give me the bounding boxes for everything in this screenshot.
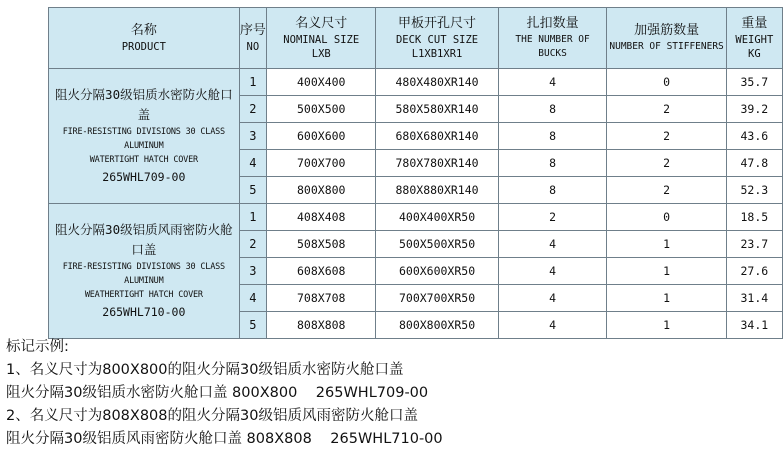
bucks-cell: 4: [498, 312, 607, 339]
product-name: FIRE-RESISTING DIVISIONS 30 CLASS ALUMINUM: [62, 262, 225, 286]
weight-cell: 39.2: [726, 96, 782, 123]
example-title: 标记示例:: [6, 339, 69, 355]
row-number: 2: [239, 231, 266, 258]
product-name-cell: [49, 204, 240, 339]
nominal-size-cell: 808X808: [267, 312, 376, 339]
weight-cell: 23.7: [726, 231, 782, 258]
bucks-cell: 4: [498, 285, 607, 312]
nominal-size-cell: 600X600: [267, 123, 376, 150]
weight-cell: 52.3: [726, 177, 782, 204]
weight-cell: 31.4: [726, 285, 782, 312]
weight-cell: 43.6: [726, 123, 782, 150]
deck-cut-cell: 500X500XR50: [376, 231, 498, 258]
bucks-cell: 8: [498, 177, 607, 204]
row-number: 4: [239, 150, 266, 177]
bucks-cell: 8: [498, 96, 607, 123]
product-name: WATERTIGHT HATCH COVER: [89, 155, 198, 165]
product-name: 阻火分隔30级铝质风雨密防火舱口盖: [55, 222, 233, 257]
product-code: 265WHL710-00: [102, 305, 186, 319]
product-name: FIRE-RESISTING DIVISIONS 30 CLASS ALUMINUM: [62, 127, 225, 151]
header-weight: 重量 WEIGHT KG: [726, 8, 782, 69]
row-number: 4: [239, 285, 266, 312]
nominal-size-cell: 708X708: [267, 285, 376, 312]
nominal-size-cell: 408X408: [267, 204, 376, 231]
weight-cell: 18.5: [726, 204, 782, 231]
stiffeners-cell: 2: [607, 150, 726, 177]
stiffeners-cell: 0: [607, 204, 726, 231]
nominal-size-cell: 608X608: [267, 258, 376, 285]
header-deck-cut-size: 甲板开孔尺寸 DECK CUT SIZE L1XB1XR1: [376, 8, 498, 69]
nominal-size-cell: 700X700: [267, 150, 376, 177]
spec-table: [48, 7, 783, 339]
stiffeners-cell: 1: [607, 258, 726, 285]
nominal-size-cell: 800X800: [267, 177, 376, 204]
weight-cell: 27.6: [726, 258, 782, 285]
table-body: [49, 69, 783, 339]
stiffeners-cell: 2: [607, 96, 726, 123]
nominal-size-cell: 400X400: [267, 69, 376, 96]
row-number: 5: [239, 177, 266, 204]
stiffeners-cell: 1: [607, 231, 726, 258]
deck-cut-cell: 600X600XR50: [376, 258, 498, 285]
bucks-cell: 8: [498, 123, 607, 150]
header-product: 名称 PRODUCT: [49, 8, 240, 69]
deck-cut-cell: 480X480XR140: [376, 69, 498, 96]
weight-cell: 47.8: [726, 150, 782, 177]
product-name: 阻火分隔30级铝质水密防火舱口盖: [55, 87, 233, 122]
row-number: 3: [239, 258, 266, 285]
stiffeners-cell: 1: [607, 312, 726, 339]
stiffeners-cell: 2: [607, 123, 726, 150]
weight-cell: 35.7: [726, 69, 782, 96]
table-row: [49, 69, 783, 96]
table-row: [49, 204, 783, 231]
stiffeners-cell: 1: [607, 285, 726, 312]
example-line: 阻火分隔30级铝质水密防火舱口盖 800X800 265WHL709-00: [6, 385, 429, 401]
header-bucks: 扎扣数量 THE NUMBER OF BUCKS: [498, 8, 607, 69]
row-number: 2: [239, 96, 266, 123]
deck-cut-cell: 800X800XR50: [376, 312, 498, 339]
bucks-cell: 4: [498, 231, 607, 258]
example-line: 阻火分隔30级铝质风雨密防火舱口盖 808X808 265WHL710-00: [6, 431, 443, 447]
stiffeners-cell: 2: [607, 177, 726, 204]
example-line: 2、名义尺寸为808X808的阻火分隔30级铝质风雨密防火舱口盖: [6, 408, 418, 424]
deck-cut-cell: 400X400XR50: [376, 204, 498, 231]
deck-cut-cell: 880X880XR140: [376, 177, 498, 204]
stiffeners-cell: 0: [607, 69, 726, 96]
bucks-cell: 2: [498, 204, 607, 231]
header-nominal-size: 名义尺寸 NOMINAL SIZE LXB: [267, 8, 376, 69]
deck-cut-cell: 580X580XR140: [376, 96, 498, 123]
product-code: 265WHL709-00: [102, 170, 186, 184]
deck-cut-cell: 680X680XR140: [376, 123, 498, 150]
nominal-size-cell: 500X500: [267, 96, 376, 123]
header-stiffeners: 加强筋数量 NUMBER OF STIFFENERS: [607, 8, 726, 69]
deck-cut-cell: 700X700XR50: [376, 285, 498, 312]
bucks-cell: 4: [498, 258, 607, 285]
weight-cell: 34.1: [726, 312, 782, 339]
product-name-cell: [49, 69, 240, 204]
table-header-row: [49, 8, 783, 69]
row-number: 1: [239, 69, 266, 96]
header-no: 序号 NO: [239, 8, 266, 69]
marking-example: [6, 336, 443, 451]
bucks-cell: 8: [498, 150, 607, 177]
row-number: 1: [239, 204, 266, 231]
deck-cut-cell: 780X780XR140: [376, 150, 498, 177]
row-number: 5: [239, 312, 266, 339]
nominal-size-cell: 508X508: [267, 231, 376, 258]
product-name: WEATHERTIGHT HATCH COVER: [84, 290, 203, 300]
example-line: 1、名义尺寸为800X800的阻火分隔30级铝质水密防火舱口盖: [6, 362, 404, 378]
bucks-cell: 4: [498, 69, 607, 96]
row-number: 3: [239, 123, 266, 150]
